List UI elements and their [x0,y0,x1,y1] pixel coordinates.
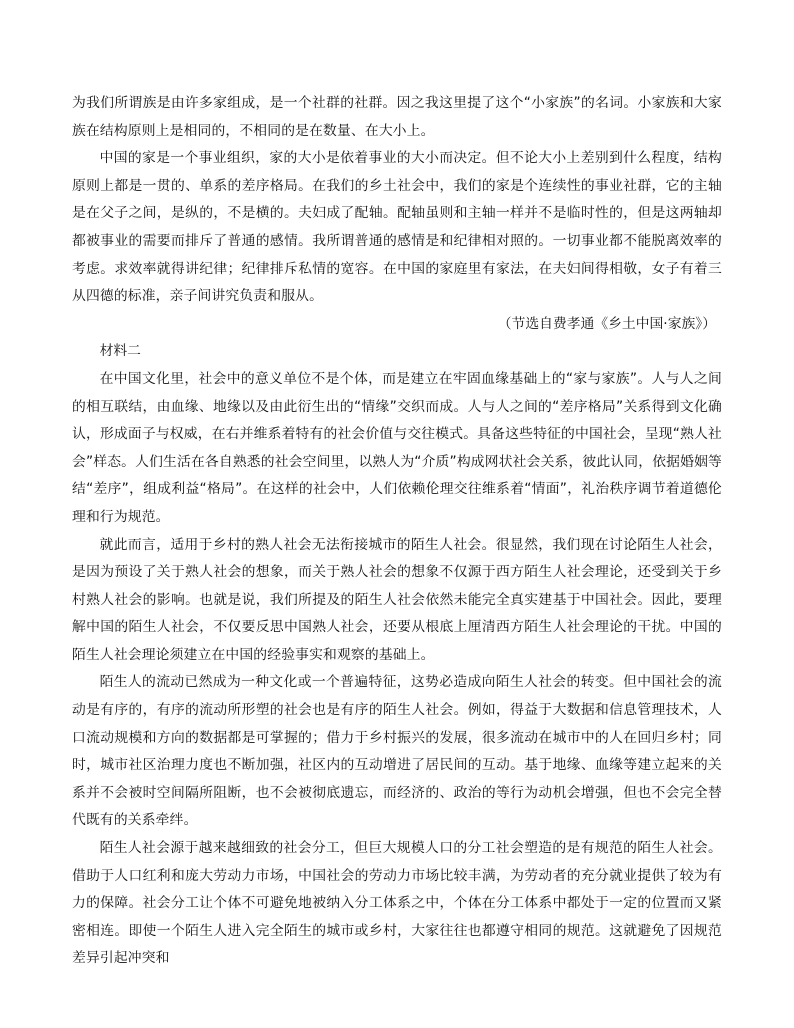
paragraph-ordered-flow: 陌生人的流动已然成为一种文化或一个普遍特征，这势必造成向陌生人社会的转变。但中国社会的流动是有序的，有序的流动所形塑的社会也是有序的陌生人社会。例如，得益于大数据和信息管理技术，人口流动规模和方向的数据都是可掌握的；借力于乡村振兴的发展，很多流动在城市中的人在回归乡村；同时，城市社区治理力度也不断加强，社区内的互动增进了居民间的互动。基于地缘、血缘等建立起来的关系并不会被时空间隔所阻断，也不会被彻底遗忘，而经济的、政治的等行为动机会增强，但也不会完全替代既有的关系牵绊。 [72,674,722,829]
document-page [72,90,722,973]
paragraph-chinese-culture: 在中国文化里，社会中的意义单位不是个体，而是建立在牢固血缘基础上的“家与家族”。人与人之间的相互联结，由血缘、地缘以及由此衍生出的“情缘”交织而成。人与人之间的“差序格局”关系得到文化确认，形成面子与权威，在右并维系着特有的社会价值与交往模式。具备这些特征的中国社会，呈现“熟人社会”样态。人们生活在各自熟悉的社会空间里，以熟人为“介质”构成网状社会关系，彼此认同，依据婚姻等结“差序”，组成利益“格局”。在这样的社会中，人们依赖伦理交往维系着“情面”，礼治秩序调节着道德伦理和行为规范。 [72,370,722,525]
material-two-heading: 材料二 [99,343,141,360]
paragraph-family-business: 中国的家是一个事业组织，家的大小是依着事业的大小而决定。但不论大小上差别到什么程度，结构原则上都是一贯的、单系的差序格局。在我们的乡土社会中，我们的家是个连续性的事业社群，它的主轴是在父子之间，是纵的，不是横的。夫妇成了配轴。配轴虽则和主轴一样并不是临时性的，但是这两轴却都被事业的需要而排斥了普通的感情。我所谓普通的感情是和纪律相对照的。一切事业都不能脱离效率的考虑。求效率就得讲纪律；纪律排斥私情的宽容。在中国的家庭里有家法，在夫妇间得相敬，女子有着三从四德的标准，亲子间讲究负责和服从。 [72,150,722,305]
paragraph-continuation: 为我们所谓族是由许多家组成，是一个社群的社群。因之我这里提了这个“小家族”的名词。小家族和大家族在结构原则上是相同的，不相同的是在数量、在大小上。 [72,95,722,139]
source-citation: （节选自费孝通《乡土中国·家族》） [497,315,716,332]
paragraph-division-of-labor: 陌生人社会源于越来越细致的社会分工，但巨大规模人口的分工社会塑造的是有规范的陌生人社会。借助于人口红利和庞大劳动力市场，中国社会的劳动力市场比较丰满，为劳动者的充分就业提供了较为有力的保障。社会分工让个体不可避免地被纳入分工体系之中，个体在分工体系中都处于一定的位置而又紧密相连。即使一个陌生人进入完全陌生的城市或乡村，大家往往也都遵守相同的规范。这就避免了因规范差异引起冲突和 [72,840,722,967]
paragraph-stranger-society: 就此而言，适用于乡村的熟人社会无法衔接城市的陌生人社会。很显然，我们现在讨论陌生人社会，是因为预设了关于熟人社会的想象，而关于熟人社会的想象不仅源于西方陌生人社会理论，还受到关于乡村熟人社会的影响。也就是说，我们所提及的陌生人社会依然未能完全真实建基于中国社会。因此，要理解中国的陌生人社会，不仅要反思中国熟人社会，还要从根底上厘清西方陌生人社会理论的干扰。中国的陌生人社会理论须建立在中国的经验事实和观察的基础上。 [72,536,722,663]
